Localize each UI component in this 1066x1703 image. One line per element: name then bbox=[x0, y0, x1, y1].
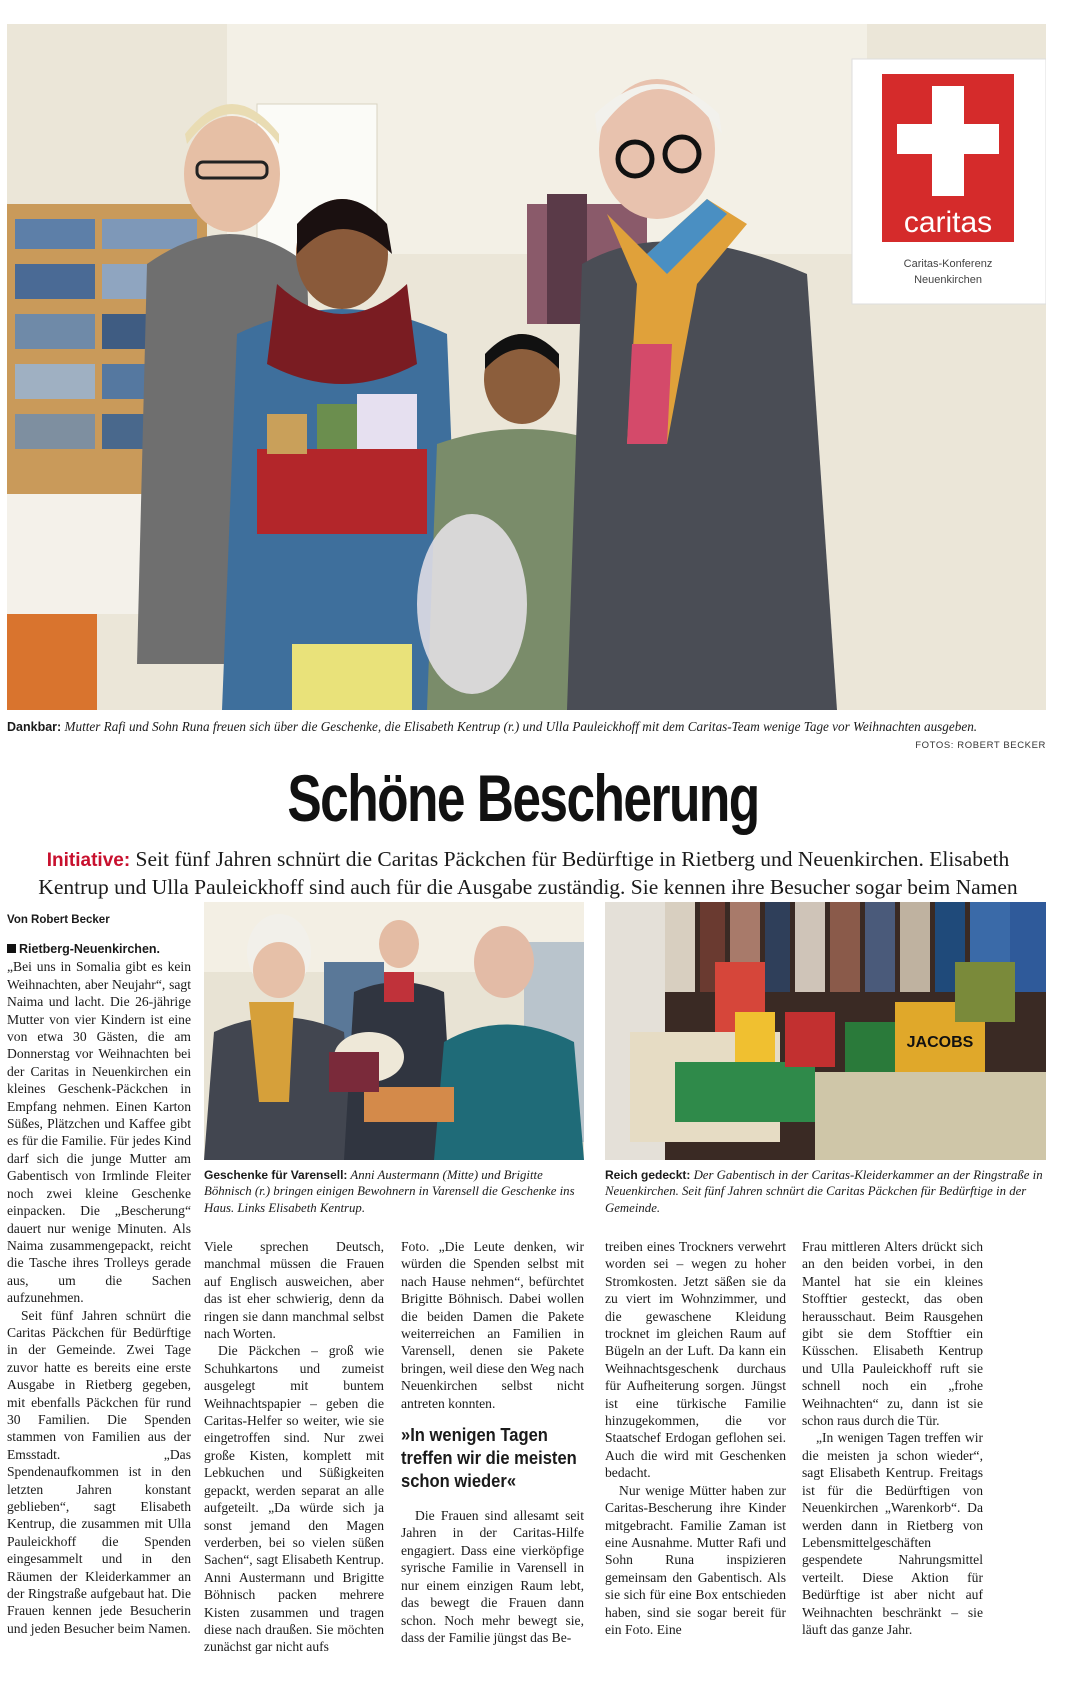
col5-paragraph-2: „In wenigen Tagen treffen wir die meisten ja schon wieder“, sagt Elisabeth Kentrup. Freitags ist für die Bedürftigen von Neuenkirchen „Warenkorb“. Da werden dann in Rietberg von Lebensmittelgeschäften gespendete Nahrungsmittel verteilt. Diese Aktion für Bedürftige ist aber nicht auf Weihnachten beschränkt – sie läuft das ganze Jahr. bbox=[802, 1430, 983, 1637]
col1-paragraph-2: Seit fünf Jahren schnürt die Caritas Päckchen für Bedürftige in der Gemeinde. Zwei Tage zuvor hatte es bereits eine erste Ausgabe in Rietberg gegeben, mit ebenfalls Päckchen für rund 30 Familien. Die Spenden stammen von Familien aus der Emsstadt. „Das Spendenaufkommen ist in den letzten Jahren konstant geblieben“, sagt Elisabeth Kentrup, die zusammen mit Ulla Pauleickhoff die Spenden eingesammelt und in den Räumen der Kleiderkammer an der Ringstraße aufgebaut hat. Die Frauen kennen jede Besucherin und jeden Besucher beim Namen. bbox=[7, 1307, 191, 1636]
headline: Schöne Bescherung bbox=[287, 761, 759, 835]
col2-paragraph-1: Viele sprechen Deutsch, manchmal müssen die Frauen auf Englisch ausweichen, aber das ist eher schwierig, denn da ringen sie dann manchmal selbst nach Worten. bbox=[204, 1239, 384, 1342]
photo-varensell-lead: Geschenke für Varensell: bbox=[204, 1168, 348, 1182]
photo-gabentisch-caption bbox=[605, 1167, 1046, 1216]
photo-varensell-caption bbox=[204, 1167, 584, 1216]
column-2 bbox=[204, 1238, 384, 1656]
caritas-logo-text: caritas bbox=[903, 206, 993, 239]
col3-paragraph-2: Die Frauen sind allesamt seit Jahren in der Caritas-Hilfe engagiert. Dass eine vierköpfige syrische Familie in Varensell in nur einem einzigen Raum lebt, das bewegt die Frauen dann schon. Noch mehr bewegt sie, dass der Familie jüngst das Be- bbox=[401, 1508, 584, 1645]
caritas-sign-line1: Caritas-Konferenz bbox=[903, 258, 993, 270]
caritas-sign-line2: Neuenkirchen bbox=[914, 274, 982, 286]
photo-varensell-illustration bbox=[204, 902, 584, 1160]
col2-paragraph-2: Die Päckchen – groß wie Schuhkartons und zumeist ausgelegt mit buntem Weihnachtspapier – geben die Caritas-Helfer so weiter, wie sie eingetroffen sind. Nur zwei große Kisten, komplett mit Lebkuchen und Süßigkeiten gepackt, werden separat an alle aufgeteilt. „Da würde sich ja sonst jemand den Magen verderben, bei so vielen süßen Sachen“, sagt Elisabeth Kentrup. Anni Austermann und Brigitte Böhnisch packen mehrere Kisten zusammen und tragen diese nach draußen. Sie möchten zunächst gar nicht aufs bbox=[204, 1343, 384, 1655]
photo-gabentisch-illustration bbox=[605, 902, 1046, 1160]
photo-varensell bbox=[204, 902, 584, 1160]
dateline: Rietberg-Neuenkirchen. bbox=[7, 942, 160, 956]
subheadline-text: Seit fünf Jahren schnürt die Caritas Päckchen für Bedürftige in Rietberg und Neuenkirchen. Elisabeth Kentrup und Ulla Pauleickhoff sind auch für die Ausgabe zuständig. Sie kennen ihre Besucher sogar beim Namen bbox=[38, 847, 1018, 899]
main-photo bbox=[7, 24, 1046, 710]
subheadline-kicker: Initiative: bbox=[46, 850, 131, 871]
photo-gabentisch-text: Der Gabentisch in der Caritas-Kleiderkammer an der Ringstraße in Neuenkirchen. Seit fünf Jahren schnürt die Caritas Päckchen für Bedürftige in der Gemeinde. bbox=[605, 1168, 1043, 1215]
caption-lead: Dankbar: bbox=[7, 720, 62, 734]
column-3 bbox=[401, 1238, 584, 1646]
subheadline bbox=[10, 846, 1046, 901]
col4-paragraph-1: treiben eines Trockners verwehrt worden sei – wegen zu hoher Stromkosten. Jetzt säßen sie da zu viert im Wohnzimmer, und die gewaschene Kleidung trocknet im gleichen Raum auf Bügeln an der Luft. Da kann ein Weihnachtsgeschenk durchaus für Aufheiterung sorgen. Jüngst ist eine türkische Familie hinzugekommen, die vor Staatschef Erdogan geflohen sei. Auch die wird mit Geschenken bedacht. bbox=[605, 1239, 786, 1481]
column-5 bbox=[802, 1238, 983, 1638]
photo-credit: FOTOS: ROBERT BECKER bbox=[915, 740, 1046, 751]
col3-paragraph-1: Foto. „Die Leute denken, wir würden die Spenden selbst mit nach Hause nehmen“, befürchtet Brigitte Böhnisch. Dabei wollen die beiden Damen die Pakete weiterreichen an Familien in Varensell, denen sie Pakete bringen, weil diese den Weg nach Neuenkirchen selbst nicht antreten konnten. bbox=[401, 1239, 584, 1411]
col4-paragraph-2: Nur wenige Mütter haben zur Caritas-Bescherung ihre Kinder mitgebracht. Familie Zaman ist eine Ausnahme. Mutter Rafi und Sohn Runa inspizieren gemeinsam den Gabentisch. Als sie sich für eine Box entschieden haben, sind sie sogar bereit für ein Foto. Eine bbox=[605, 1482, 786, 1637]
jacobs-box-label: JACOBS bbox=[906, 1034, 974, 1051]
byline: Von Robert Becker bbox=[7, 914, 110, 926]
photo-varensell-text: Anni Austermann (Mitte) und Brigitte Böhnisch (r.) bringen einigen Bewohnern in Varensell die Geschenke ins Haus. Links Elisabeth Kentrup. bbox=[204, 1168, 575, 1215]
main-photo-illustration bbox=[7, 24, 1046, 710]
photo-gabentisch bbox=[605, 902, 1046, 1160]
photo-gabentisch-lead: Reich gedeckt: bbox=[605, 1168, 691, 1182]
col5-paragraph-1: Frau mittleren Alters drückt sich an den beiden vorbei, in den Mantel hat sie ein kleines Stofftier gesteckt, das oben herausschaut. Beim Rausgehen gibt sie dem Stofftier ein Küsschen. Elisabeth Kentrup und Ulla Pauleickhoff ruft sie schnell noch ein „frohe Weihnachten“ zu, dann ist sie schon raus durch die Tür. bbox=[802, 1239, 983, 1429]
column-1 bbox=[7, 940, 191, 1637]
main-photo-caption bbox=[7, 718, 1046, 736]
column-4 bbox=[605, 1238, 786, 1638]
col1-paragraph-1: „Bei uns in Somalia gibt es kein Weihnachten, aber Neujahr“, sagt Naima und lacht. Die 26-jährige Mutter von vier Kindern ist eine von etwa 30 Gästen, die am Donnerstag vor Weihnachten bei der Caritas in Neuenkirchen ein kleines Geschenk-Päckchen in Empfang nehmen. Einen Karton Süßes, Plätzchen und Kaffee gibt es für die Familie. Für jedes Kind darf sich die junge Mutter am Gabentisch von Irmlinde Fleiter noch zwei kleine Geschenke einpacken. Die „Bescherung“ dauert nur wenige Minuten. Als Naima zusammengepackt, reicht die Tasche ihres Trolleys gerade aus, um die Sachen aufzunehmen. bbox=[7, 959, 191, 1306]
caption-text: Mutter Rafi und Sohn Runa freuen sich über die Geschenke, die Elisabeth Kentrup (r.) und Ulla Pauleickhoff mit dem Caritas-Team wenige Tage vor Weihnachten ausgeben. bbox=[64, 719, 978, 734]
pull-quote: »In wenigen Tagen treffen wir die meisten schon wieder« bbox=[401, 1425, 577, 1492]
